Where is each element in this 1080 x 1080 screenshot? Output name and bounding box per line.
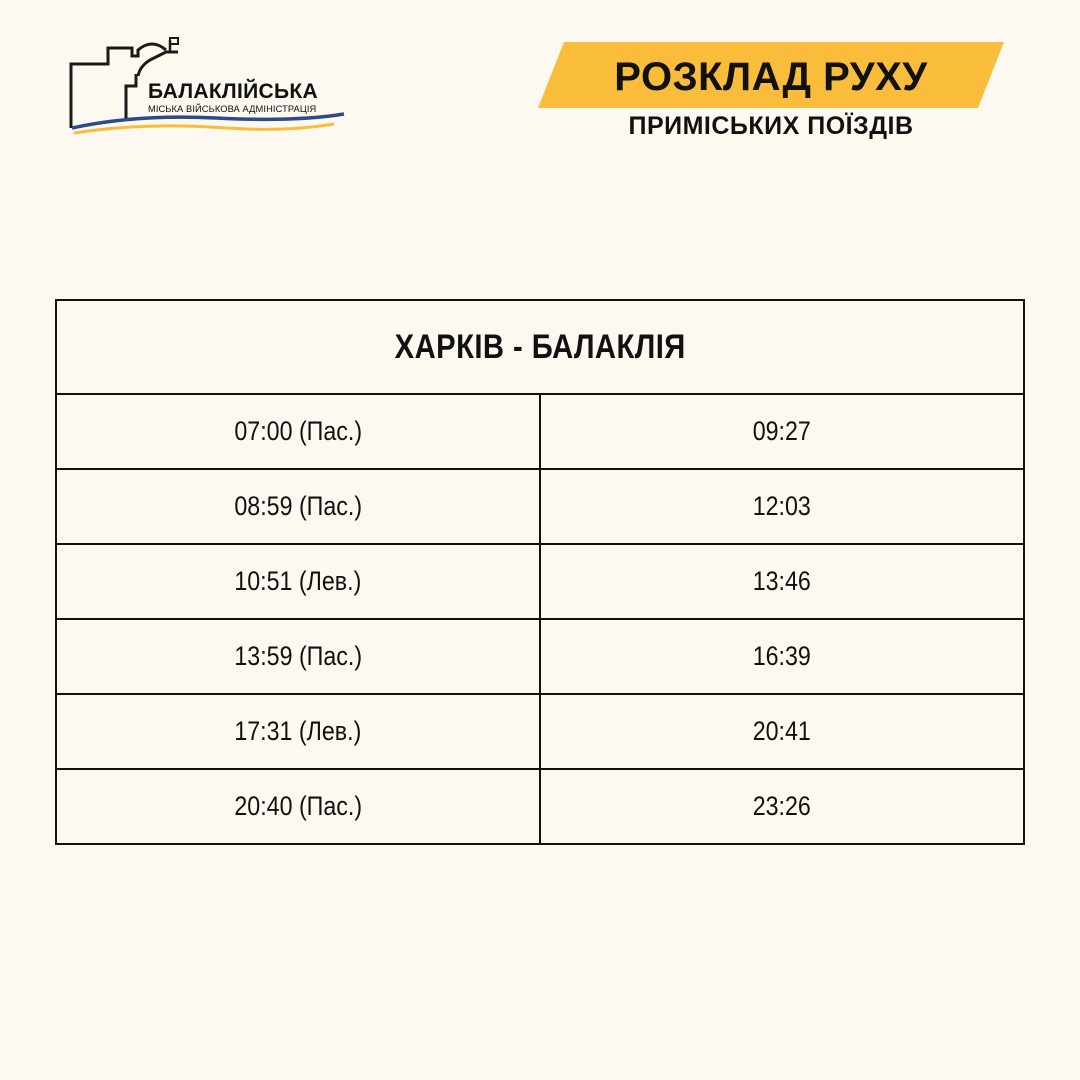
table-row <box>56 544 1024 619</box>
departure-time-cell <box>56 769 540 844</box>
departure-time-cell <box>56 394 540 469</box>
arrival-time-cell <box>540 394 1024 469</box>
city-administration-logo <box>66 36 356 146</box>
table-row <box>56 619 1024 694</box>
page-subtitle: ПРИМІСЬКИХ ПОЇЗДІВ <box>628 112 914 140</box>
departure-time-cell <box>56 694 540 769</box>
arrival-time-cell <box>540 544 1024 619</box>
table-row <box>56 394 1024 469</box>
arrival-time-cell <box>540 619 1024 694</box>
logo-subtitle: МІСЬКА ВІЙСЬКОВА АДМІНІСТРАЦІЯ <box>148 104 317 114</box>
train-schedule-table <box>55 299 1025 845</box>
arrival-time: 16:39 <box>752 641 812 671</box>
arrival-time: 09:27 <box>752 416 812 446</box>
table-row <box>56 769 1024 844</box>
departure-time: 17:31 (Лев.) <box>234 716 362 746</box>
logo-name: БАЛАКЛІЙСЬКА <box>148 80 318 103</box>
arrival-time-cell <box>540 769 1024 844</box>
departure-time: 20:40 (Пас.) <box>234 791 362 821</box>
table-row <box>56 694 1024 769</box>
page-title: РОЗКЛАД РУХУ <box>614 55 928 99</box>
route-title-text: ХАРКІВ - БАЛАКЛІЯ <box>394 327 686 366</box>
departure-time: 08:59 (Пас.) <box>234 491 362 521</box>
route-title <box>56 300 1024 394</box>
table-row <box>56 469 1024 544</box>
arrival-time-cell <box>540 694 1024 769</box>
arrival-time: 12:03 <box>752 491 812 521</box>
arrival-time: 23:26 <box>752 791 812 821</box>
departure-time-cell <box>56 544 540 619</box>
departure-time-cell <box>56 619 540 694</box>
departure-time-cell <box>56 469 540 544</box>
departure-time: 10:51 (Лев.) <box>234 566 362 596</box>
route-header-row <box>56 300 1024 394</box>
arrival-time: 20:41 <box>752 716 812 746</box>
arrival-time: 13:46 <box>752 566 812 596</box>
departure-time: 07:00 (Пас.) <box>234 416 362 446</box>
departure-time: 13:59 (Пас.) <box>234 641 362 671</box>
arrival-time-cell <box>540 469 1024 544</box>
